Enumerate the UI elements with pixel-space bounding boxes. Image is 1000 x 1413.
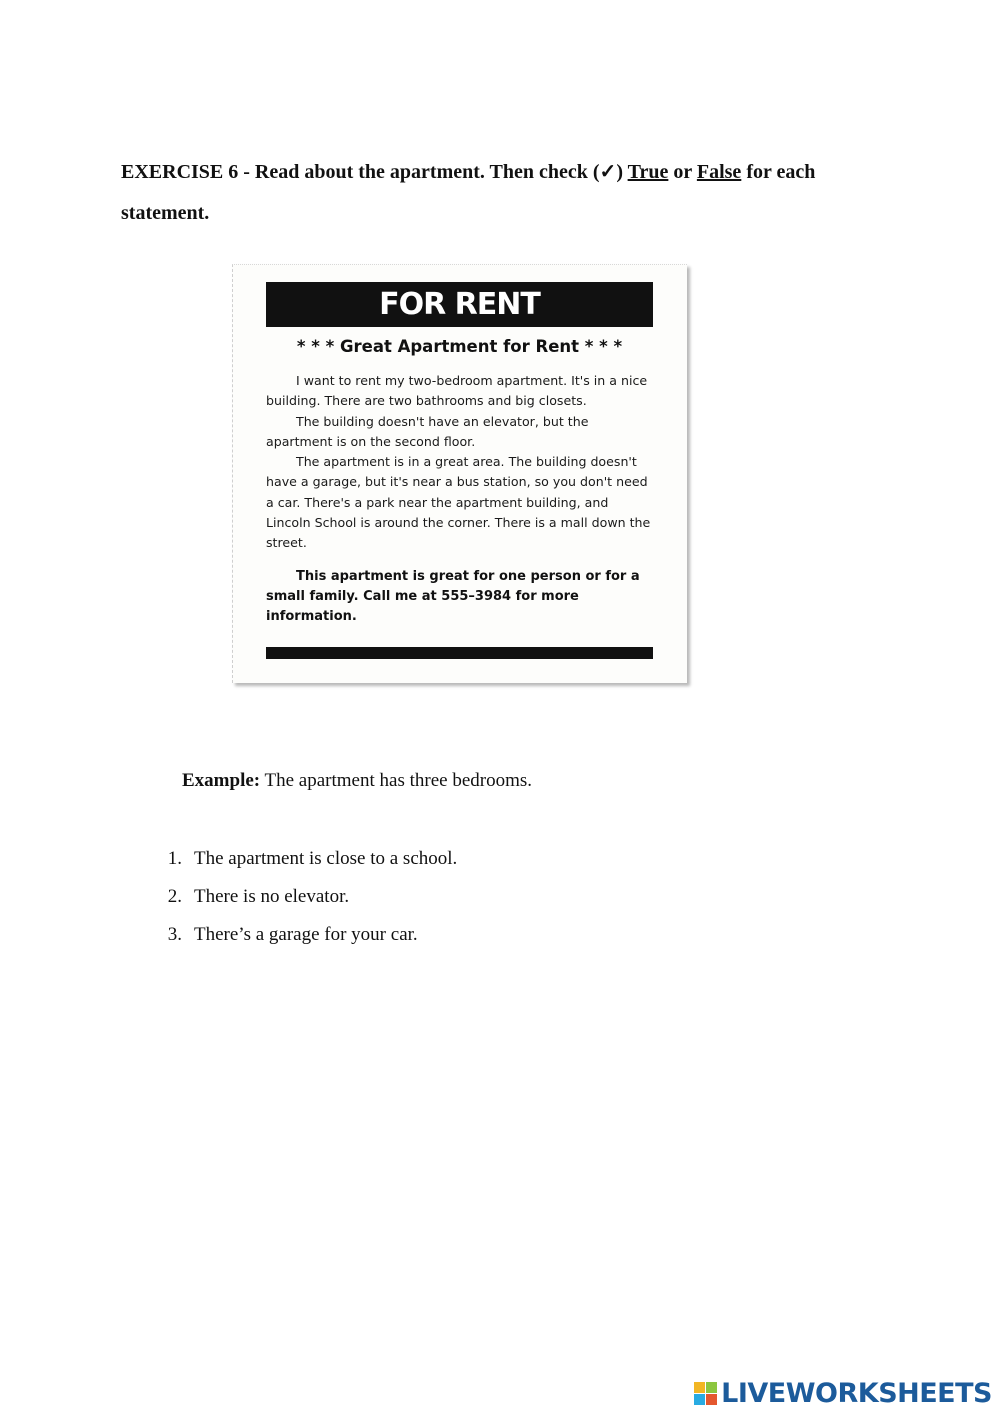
checkmark-icon: ✓ (599, 161, 617, 183)
false-label: False (696, 161, 742, 183)
statement-item (140, 842, 457, 880)
ad-paragraph: The building doesn't have an elevator, but the apartment is on the second floor. (266, 413, 589, 449)
for-rent-ad-image (232, 264, 687, 683)
statement-number: 3. (167, 924, 182, 945)
statement-number: 1. (167, 848, 182, 869)
statement-item (140, 880, 457, 918)
statement-item (140, 918, 457, 956)
liveworksheets-logo-icon (694, 1382, 717, 1405)
statement-list (140, 842, 457, 956)
ad-banner: FOR RENT (266, 282, 653, 327)
ad-paragraph: The apartment is in a great area. The building doesn't have a garage, but it's near a bus station, so you don't need a car. There's a park near the apartment building, and Lincoln School is around the corner. There is a mall down the street. (266, 454, 651, 551)
example-statement (182, 770, 532, 792)
ad-paragraph: I want to rent my two-bedroom apartment. It's in a nice building. There are two bathrooms and big closets. (266, 373, 648, 409)
ad-body (266, 371, 651, 554)
statement-text: There is no elevator. (194, 886, 350, 907)
statement-number: 2. (167, 886, 182, 907)
exercise-instructions: EXERCISE 6 - Read about the apartment. Then check (✓) True or False for each statement. (121, 161, 816, 224)
example-label: Example: (182, 770, 261, 791)
statement-text: There’s a garage for your car. (194, 924, 418, 945)
ad-bottom-rule (266, 647, 653, 659)
ad-closing: This apartment is great for one person or for a small family. Call me at 555–3984 for more information. (266, 569, 640, 624)
brand-name: LIVEWORKSHEETS (721, 1378, 992, 1409)
example-text: The apartment has three bedrooms. (260, 770, 533, 791)
liveworksheets-brand (694, 1378, 992, 1409)
statement-text: The apartment is close to a school. (194, 848, 458, 869)
true-label: True (627, 161, 669, 183)
ad-headline: * * * Great Apartment for Rent * * * (296, 337, 623, 356)
